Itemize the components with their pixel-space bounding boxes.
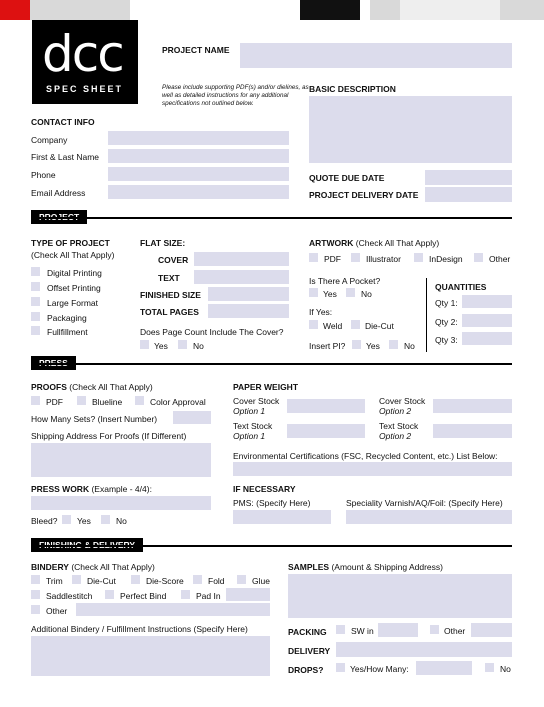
additional-instructions-field[interactable]: [31, 636, 270, 676]
name-field[interactable]: [108, 149, 289, 163]
artwork-illustrator-checkbox[interactable]: [351, 253, 360, 262]
artwork-pdf-checkbox[interactable]: [309, 253, 318, 262]
cover-stock-option2-field[interactable]: [433, 399, 512, 413]
cover-stock-label-2: Cover Stock: [379, 396, 426, 406]
sets-question: How Many Sets? (Insert Number): [31, 414, 158, 424]
bindery-other-field[interactable]: [76, 603, 270, 616]
contact-info-title: CONTACT INFO: [31, 117, 95, 127]
bindery-die-cut-checkbox[interactable]: [72, 575, 81, 584]
die-cut-pocket-label: Die-Cut: [365, 321, 394, 331]
bindery-glue-checkbox[interactable]: [237, 575, 246, 584]
delivery-label: DELIVERY: [288, 646, 331, 656]
insert-pi-yes-checkbox[interactable]: [352, 340, 361, 349]
insert-pi-no-checkbox[interactable]: [389, 340, 398, 349]
type-option-large-format: Large Format: [47, 298, 99, 308]
email-field[interactable]: [108, 185, 289, 199]
quantities-title: QUANTITIES: [435, 282, 487, 292]
logo-wordmark: dcc: [42, 25, 123, 83]
pocket-question: Is There A Pocket?: [309, 276, 381, 286]
environmental-field[interactable]: [233, 462, 512, 476]
packing-sw-in-label: SW in: [351, 626, 374, 636]
total-pages-label: TOTAL PAGES: [140, 307, 199, 317]
type-option-packaging: Packaging: [47, 313, 87, 323]
bindery-pad-in-checkbox[interactable]: [181, 590, 190, 599]
name-label: First & Last Name: [31, 152, 100, 162]
text-option1-label: Option 1: [233, 431, 266, 441]
cover-option1-label: Option 1: [233, 406, 266, 416]
bindery-label: BINDERY (Check All That Apply): [31, 562, 155, 572]
bindery-trim-checkbox[interactable]: [31, 575, 40, 584]
text-stock-option1-field[interactable]: [287, 424, 365, 438]
finished-size-field[interactable]: [208, 287, 289, 301]
flat-size-label: FLAT SIZE:: [140, 238, 186, 248]
type-option-offset: Offset Printing: [47, 283, 101, 293]
project-name-field[interactable]: [240, 43, 512, 68]
type-of-project-label: TYPE OF PROJECT: [31, 238, 110, 248]
page-count-yes-label: Yes: [154, 341, 168, 351]
bindery-saddlestitch-checkbox[interactable]: [31, 590, 40, 599]
bindery-die-score-label: Die-Score: [146, 576, 184, 586]
shipping-address-field[interactable]: [31, 443, 211, 477]
drops-label: DROPS?: [288, 665, 324, 675]
dcc-logo: [32, 20, 138, 104]
bleed-no-checkbox[interactable]: [101, 515, 110, 524]
proof-pdf-label: PDF: [46, 397, 63, 407]
sets-field[interactable]: [173, 411, 211, 424]
artwork-label: ARTWORK (Check All That Apply): [309, 238, 440, 248]
shipping-address-label: Shipping Address For Proofs (If Different): [31, 431, 187, 441]
proof-color-approval-checkbox[interactable]: [135, 396, 144, 405]
instructions-note: Please include supporting PDF(s) and/or dielines, as well as detailed instructions for any additional specifications not outlined below.: [162, 84, 309, 107]
insert-pi-yes-label: Yes: [366, 341, 380, 351]
type-checkbox-offset[interactable]: [31, 282, 40, 291]
cover-stock-option1-field[interactable]: [287, 399, 365, 413]
project-section-rule: [31, 217, 512, 219]
text-label: TEXT: [158, 273, 180, 283]
bindery-glue-label: Glue: [252, 576, 270, 586]
email-label: Email Address: [31, 188, 86, 198]
if-yes-label: If Yes:: [309, 307, 333, 317]
drops-yes-label: Yes/How Many:: [350, 664, 409, 674]
environmental-label: Environmental Certifications (FSC, Recycled Content, etc.) List Below:: [233, 451, 498, 461]
paper-weight-label: PAPER WEIGHT: [233, 382, 299, 392]
bindery-fold-label: Fold: [208, 576, 225, 586]
bleed-yes-label: Yes: [77, 516, 91, 526]
if-necessary-label: IF NECESSARY: [233, 484, 296, 494]
project-name-label: PROJECT NAME: [162, 45, 230, 55]
bindery-perfect-bind-checkbox[interactable]: [105, 590, 114, 599]
phone-label: Phone: [31, 170, 56, 180]
bindery-die-score-checkbox[interactable]: [131, 575, 140, 584]
type-checkbox-fulfillment[interactable]: [31, 326, 40, 335]
text-stock-label-2: Text Stock: [379, 421, 419, 431]
finished-size-label: FINISHED SIZE: [140, 290, 201, 300]
phone-field[interactable]: [108, 167, 289, 181]
bindery-die-cut-label: Die-Cut: [87, 576, 116, 586]
bindery-other-label: Other: [46, 606, 68, 616]
artwork-indesign-checkbox[interactable]: [414, 253, 423, 262]
type-option-fulfillment: Fullfillment: [47, 327, 88, 337]
logo-subtitle: SPEC SHEET: [46, 84, 124, 94]
die-cut-pocket-checkbox[interactable]: [351, 320, 360, 329]
pocket-no-label: No: [361, 289, 372, 299]
delivery-field[interactable]: [336, 642, 512, 657]
text-stock-label-1: Text Stock: [233, 421, 273, 431]
finishing-section-rule: [31, 545, 512, 547]
drops-no-label: No: [500, 664, 511, 674]
bleed-label: Bleed?: [31, 516, 58, 526]
press-work-field[interactable]: [31, 496, 211, 510]
cover-label: COVER: [158, 255, 189, 265]
page-count-question: Does Page Count Include The Cover?: [140, 327, 284, 337]
pocket-yes-label: Yes: [323, 289, 337, 299]
pocket-yes-checkbox[interactable]: [309, 288, 318, 297]
packing-other-field[interactable]: [471, 623, 512, 637]
weld-checkbox[interactable]: [309, 320, 318, 329]
quote-due-date-field[interactable]: [425, 170, 512, 185]
packing-other-checkbox[interactable]: [430, 625, 439, 634]
press-work-label: PRESS WORK (Example - 4/4):: [31, 484, 152, 494]
qty1-label: Qty 1:: [435, 298, 458, 308]
project-delivery-date-label: PROJECT DELIVERY DATE: [309, 190, 419, 200]
quote-due-date-label: QUOTE DUE DATE: [309, 173, 385, 183]
artwork-pdf-label: PDF: [324, 254, 341, 264]
qty2-label: Qty 2:: [435, 317, 458, 327]
additional-instructions-label: Additional Bindery / Fulfillment Instructions (Specify Here): [31, 624, 248, 634]
text-option2-label: Option 2: [379, 431, 412, 441]
bindery-perfect-bind-label: Perfect Bind: [120, 591, 167, 601]
bindery-fold-checkbox[interactable]: [193, 575, 202, 584]
qty3-field[interactable]: [462, 332, 512, 345]
text-stock-option2-field[interactable]: [433, 424, 512, 438]
basic-description-field[interactable]: [309, 96, 512, 163]
press-section-rule: [31, 363, 512, 365]
samples-field[interactable]: [288, 574, 512, 618]
basic-description-label: BASIC DESCRIPTION: [309, 84, 396, 94]
company-field[interactable]: [108, 131, 289, 145]
type-option-digital: Digital Printing: [47, 268, 102, 278]
project-delivery-date-field[interactable]: [425, 187, 512, 202]
packing-other-label: Other: [444, 626, 466, 636]
company-label: Company: [31, 135, 68, 145]
insert-pi-label: Insert PI?: [309, 341, 346, 351]
type-of-project-sub: (Check All That Apply): [31, 250, 115, 260]
proof-pdf-checkbox[interactable]: [31, 396, 40, 405]
artwork-illustrator-label: Illustrator: [366, 254, 401, 264]
proof-blueline-label: Blueline: [92, 397, 123, 407]
samples-label: SAMPLES (Amount & Shipping Address): [288, 562, 443, 572]
artwork-other-label: Other: [489, 254, 511, 264]
type-checkbox-large-format[interactable]: [31, 297, 40, 306]
pocket-no-checkbox[interactable]: [346, 288, 355, 297]
bindery-other-checkbox[interactable]: [31, 605, 40, 614]
drops-yes-checkbox[interactable]: [336, 663, 345, 672]
page-count-no-checkbox[interactable]: [178, 340, 187, 349]
qty1-field[interactable]: [462, 295, 512, 308]
varnish-label: Speciality Varnish/AQ/Foil: (Specify Here): [346, 498, 503, 508]
pms-label: PMS: (Specify Here): [233, 498, 311, 508]
bleed-no-label: No: [116, 516, 127, 526]
bindery-trim-label: Trim: [46, 576, 63, 586]
qty2-field[interactable]: [462, 314, 512, 327]
page-count-yes-checkbox[interactable]: [140, 340, 149, 349]
cover-option2-label: Option 2: [379, 406, 412, 416]
bindery-pad-in-label: Pad In: [196, 591, 221, 601]
quantities-divider: [426, 278, 427, 352]
proofs-label: PROOFS (Check All That Apply): [31, 382, 153, 392]
background-artwork-strip: [0, 0, 544, 20]
varnish-field[interactable]: [346, 510, 512, 524]
drops-no-checkbox[interactable]: [485, 663, 494, 672]
pad-in-field[interactable]: [226, 588, 270, 601]
cover-size-field[interactable]: [194, 252, 289, 266]
packing-label: PACKING: [288, 627, 327, 637]
proof-color-approval-label: Color Approval: [150, 397, 206, 407]
bindery-saddlestitch-label: Saddlestitch: [46, 591, 93, 601]
packing-sw-in-checkbox[interactable]: [336, 625, 345, 634]
pms-field[interactable]: [233, 510, 331, 524]
weld-label: Weld: [323, 321, 343, 331]
sw-in-field[interactable]: [378, 623, 418, 637]
page-count-no-label: No: [193, 341, 204, 351]
artwork-other-checkbox[interactable]: [474, 253, 483, 262]
cover-stock-label-1: Cover Stock: [233, 396, 280, 406]
total-pages-field[interactable]: [208, 304, 289, 318]
artwork-indesign-label: InDesign: [429, 254, 463, 264]
qty3-label: Qty 3:: [435, 335, 458, 345]
type-checkbox-digital[interactable]: [31, 267, 40, 276]
proof-blueline-checkbox[interactable]: [77, 396, 86, 405]
insert-pi-no-label: No: [404, 341, 415, 351]
bleed-yes-checkbox[interactable]: [62, 515, 71, 524]
drops-how-many-field[interactable]: [416, 661, 472, 675]
text-size-field[interactable]: [194, 270, 289, 284]
type-checkbox-packaging[interactable]: [31, 312, 40, 321]
